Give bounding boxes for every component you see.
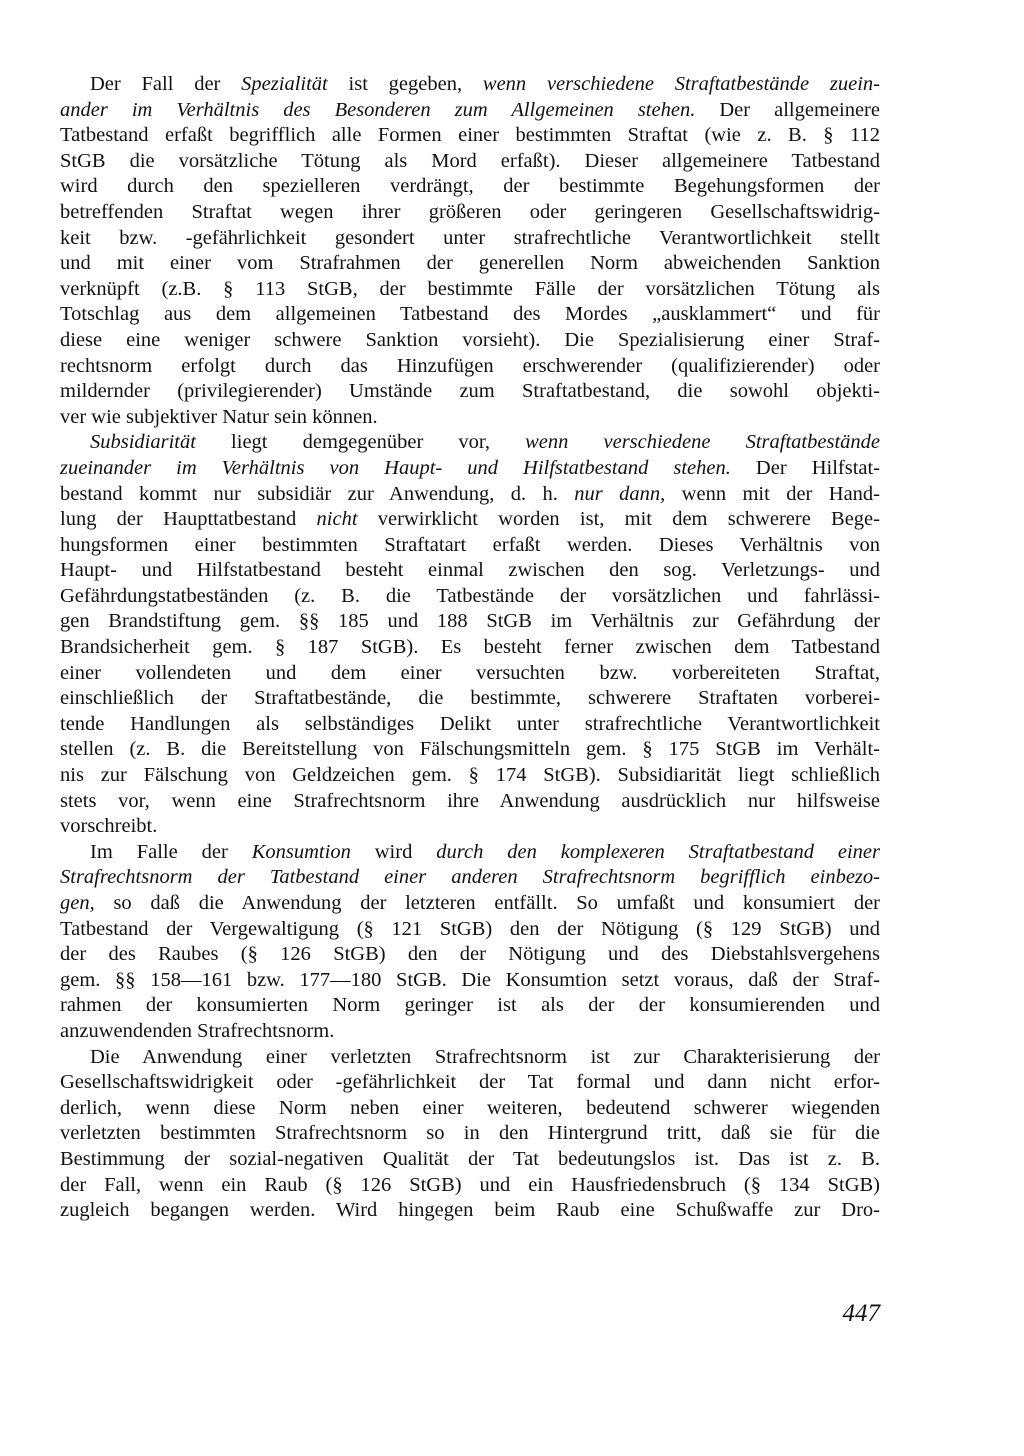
text-run: nis zur Fälschung von Geldzeichen gem. § 174 StGB). Subsidiarität liegt schließlich (60, 764, 880, 787)
text-run: StGB die vorsätzliche Tötung als Mord erfaßt). Dieser allgemeinere Tatbestand (60, 149, 880, 172)
text-run: so daß die Anwendung der letzteren entfällt. So umfaßt und konsumiert der (94, 892, 880, 914)
text-line (60, 507, 880, 533)
text-line (60, 456, 880, 482)
text-run: Gefährdungstatbeständen (z. B. die Tatbestände der vorsätzlichen und fahrlässi- (60, 584, 880, 607)
text-run: bestand kommt nur subsidiär zur Anwendung, d. h. (60, 482, 575, 505)
text-run: Der allgemeinere (695, 98, 880, 121)
text-line (60, 277, 880, 303)
text-line (60, 149, 880, 175)
text-run: wird (350, 840, 437, 863)
text-line (60, 558, 880, 584)
text-line (60, 1070, 880, 1096)
text-line (60, 123, 880, 149)
italic-text: gen, (60, 892, 95, 914)
text-run: und mit einer vom Strafrahmen der generellen Norm abweichenden Sanktion (60, 252, 880, 275)
text-line (60, 968, 880, 994)
text-line (60, 865, 880, 891)
text-line (60, 1173, 880, 1199)
text-run: ist gegeben, (327, 73, 483, 95)
text-run: hungsformen einer bestimmten Straftatart erfaßt werden. Dieses Verhältnis von (60, 533, 880, 556)
italic-text: ander im Verhältnis des Besonderen zum Allgemeinen stehen. (60, 98, 696, 121)
italic-text: Konsumtion (251, 840, 351, 863)
text-run: Tatbestand der Vergewaltigung (§ 121 StGB) den der Nötigung (§ 129 StGB) und (60, 917, 880, 940)
text-line (60, 533, 880, 559)
italic-text: zueinander im Verhältnis von Haupt- und Hilfstatbestand stehen. (60, 456, 731, 479)
text-run: derlich, wenn diese Norm neben einer weiteren, bedeutend schwerer wiegenden (60, 1096, 880, 1119)
text-line (60, 1198, 880, 1224)
page-number: 447 (842, 1300, 880, 1327)
text-line (60, 1147, 880, 1173)
text-line (60, 251, 880, 277)
text-line (60, 302, 880, 328)
text-run: Der Hilfstat- (730, 456, 881, 479)
text-run: Die Anwendung einer verletzten Strafrechtsnorm ist zur Charakterisierung der (90, 1045, 880, 1068)
text-line (60, 1096, 880, 1122)
text-run: Im Falle der (90, 840, 252, 863)
text-run: der des Raubes (§ 126 StGB) den der Nötigung und des Diebstahlsvergehens (60, 943, 880, 966)
text-run: stets vor, wenn eine Strafrechtsnorm ihre Anwendung ausdrücklich nur hilfsweise (60, 789, 880, 812)
italic-text: Subsidiarität (90, 431, 196, 454)
text-line (60, 737, 880, 763)
italic-text: nicht (316, 508, 358, 531)
text-run: tende Handlungen als selbständiges Delikt unter strafrechtliche Verantwortlichkeit (60, 712, 880, 735)
text-run: stellen (z. B. die Bereitstellung von Fälschungsmitteln gem. § 175 StGB im Verhält- (60, 738, 880, 761)
text-line (60, 200, 880, 226)
text-run: Bestimmung der sozial-negativen Qualität der Tat bedeutungslos ist. Das ist z. B. (60, 1147, 880, 1170)
text-line (60, 1121, 880, 1147)
paragraph-subsidiaritaet (60, 430, 880, 840)
paragraph-anwendung (60, 1045, 880, 1224)
text-run: diese eine weniger schwere Sanktion vorsieht). Die Spezialisierung einer Straf- (60, 328, 880, 351)
text-line (60, 430, 880, 456)
text-line (60, 1019, 880, 1045)
text-line (60, 405, 880, 431)
text-run: wird durch den spezielleren verdrängt, der bestimmte Begehungsformen der (60, 175, 880, 198)
text-run: liegt demgegenüber vor, (195, 431, 526, 454)
text-line (60, 1045, 880, 1071)
text-run: Gesellschaftswidrigkeit oder -gefährlichkeit der Tat formal und dann nicht erfor- (60, 1071, 880, 1094)
text-run: Totschlag aus dem allgemeinen Tatbestand des Mordes „ausklammert“ und für (60, 303, 880, 326)
text-run: einschließlich der Straftatbestände, die bestimmte, schwerere Straftaten vorberei- (60, 687, 880, 710)
italic-text: nur dann (574, 482, 661, 505)
text-run: , wenn mit der Hand- (660, 482, 880, 505)
text-line (60, 712, 880, 738)
italic-text: wenn verschiedene Straftatbestände (525, 431, 880, 454)
text-line (60, 763, 880, 789)
italic-text: Strafrechtsnorm der Tatbestand einer anderen Strafrechtsnorm begrifflich einbezo- (60, 866, 880, 889)
text-line (60, 917, 880, 943)
text-run: einer vollendeten und dem einer versuchten bzw. vorbereiteten Straftat, (60, 661, 880, 684)
text-line (60, 226, 880, 252)
text-run: rechtsnorm erfolgt durch das Hinzufügen erschwerender (qualifizierender) oder (60, 354, 880, 377)
text-line (60, 635, 880, 661)
text-run: verwirklicht worden ist, mit dem schwerere Bege- (357, 508, 880, 531)
text-line (60, 98, 880, 124)
paragraph-spezialitaet (60, 72, 880, 430)
paragraph-konsumtion (60, 840, 880, 1045)
text-line (60, 686, 880, 712)
text-line (60, 789, 880, 815)
text-line (60, 379, 880, 405)
text-run: lung der Haupttatbestand (60, 508, 317, 531)
text-line (60, 328, 880, 354)
text-run: zugleich begangen werden. Wird hingegen beim Raub eine Schußwaffe zur Dro- (60, 1199, 880, 1222)
text-line (60, 72, 880, 98)
text-run: verknüpft (z.B. § 113 StGB, der bestimmte Fälle der vorsätzlichen Tötung als (60, 277, 880, 300)
text-line (60, 609, 880, 635)
text-run: rahmen der konsumierten Norm geringer ist als der der konsumierenden und (60, 994, 880, 1017)
italic-text: durch den komplexeren Straftatbestand einer (436, 840, 880, 863)
text-line (60, 840, 880, 866)
text-line (60, 174, 880, 200)
italic-text: Spezialität (241, 73, 328, 95)
text-line (60, 584, 880, 610)
text-run: Haupt- und Hilfstatbestand besteht einmal zwischen den sog. Verletzungs- und (60, 559, 880, 582)
text-run: Brandsicherheit gem. § 187 StGB). Es besteht ferner zwischen dem Tatbestand (60, 636, 880, 659)
italic-text: wenn verschiedene Straftatbestände zuein- (482, 73, 881, 95)
text-run: betreffenden Straftat wegen ihrer größeren oder geringeren Gesellschaftswidrig- (60, 200, 880, 223)
text-line (60, 891, 880, 917)
text-run: vorschreibt. (60, 815, 158, 838)
text-line (60, 942, 880, 968)
text-run: mildernder (privilegierender) Umstände zum Straftatbestand, die sowohl objekti- (60, 380, 880, 403)
text-run: anzuwendenden Strafrechtsnorm. (60, 1019, 335, 1042)
text-run: Tatbestand erfaßt begrifflich alle Formen einer bestimmten Straftat (wie z. B. § 112 (60, 124, 880, 147)
body-text (60, 72, 880, 1224)
text-line (60, 814, 880, 840)
text-run: verletzten bestimmten Strafrechtsnorm so in den Hintergrund tritt, daß sie für die (60, 1122, 880, 1145)
text-run: gen Brandstiftung gem. §§ 185 und 188 StGB im Verhältnis zur Gefährdung der (60, 610, 880, 633)
text-run: der Fall, wenn ein Raub (§ 126 StGB) und ein Hausfriedensbruch (§ 134 StGB) (60, 1173, 880, 1196)
text-line (60, 993, 880, 1019)
text-run: keit bzw. -gefährlichkeit gesondert unter strafrechtliche Verantwortlichkeit stellt (60, 226, 880, 249)
text-line (60, 661, 880, 687)
text-line (60, 482, 880, 508)
text-run: ver wie subjektiver Natur sein können. (60, 405, 378, 428)
text-run: gem. §§ 158—161 bzw. 177—180 StGB. Die Konsumtion setzt voraus, daß der Straf- (60, 968, 880, 991)
text-run: Der Fall der (90, 73, 242, 95)
text-line (60, 354, 880, 380)
